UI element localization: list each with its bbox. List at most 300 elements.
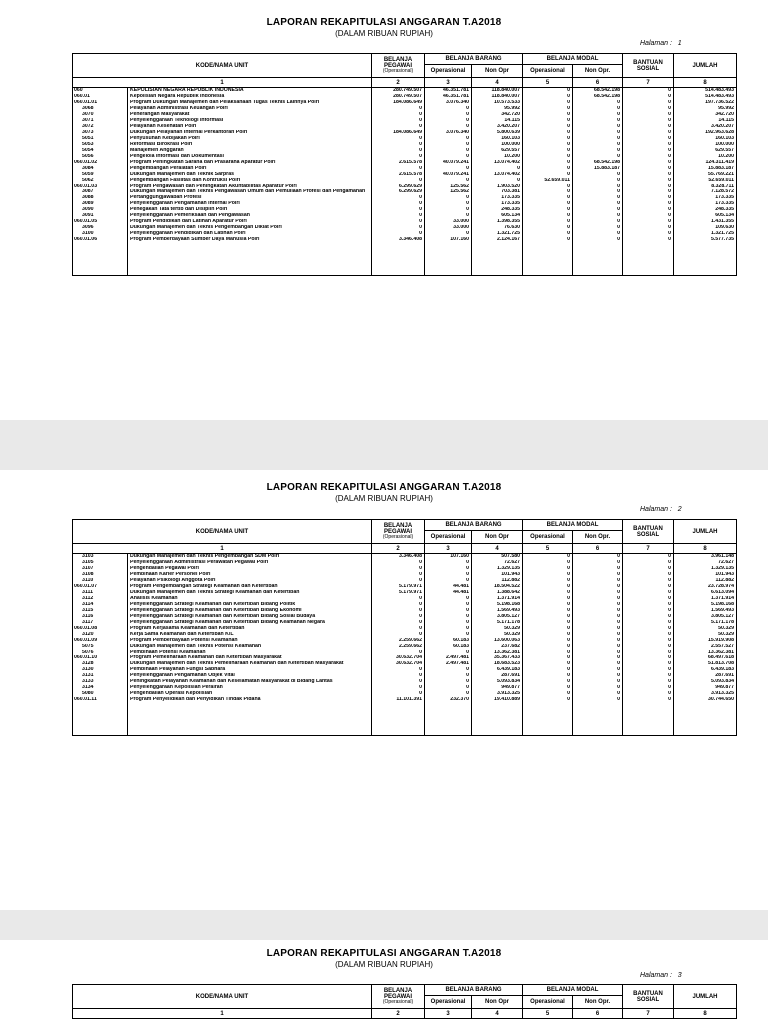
cell-code: 3133 [73, 679, 128, 685]
cell-bb-non: 0 [472, 178, 523, 184]
cell-bs: 0 [623, 608, 674, 614]
cell-bm-op: 0 [523, 572, 573, 578]
cell-bb-non: 1.903.520 [472, 184, 523, 190]
cell-bm-non: 0 [573, 130, 623, 136]
cell-bs: 0 [623, 112, 674, 118]
cell-code: 3115 [73, 608, 128, 614]
cell-bm-op: 0 [523, 142, 573, 148]
cell-bb-non: 18.683.523 [472, 661, 523, 667]
header-jumlah: JUMLAH [674, 54, 737, 78]
table-header [73, 520, 737, 554]
cell-bb-op: 0 [425, 614, 472, 620]
cell-bb-non: 6.439.183 [472, 667, 523, 673]
cell-bp: 0 [372, 178, 425, 184]
table-body [73, 554, 737, 736]
cell-bm-non: 68.542.198 [573, 94, 623, 100]
cell-bb-op: 0 [425, 154, 472, 160]
cell-bb-non: 13.600.063 [472, 638, 523, 644]
cell-bm-non: 0 [573, 644, 623, 650]
cell-bm-non: 0 [573, 638, 623, 644]
cell-bp: 0 [372, 213, 425, 219]
halaman-value: 1 [677, 40, 682, 47]
cell-name: Program Pemberdayaan Sumber Daya Manusia Polri [128, 237, 372, 243]
cell-bp: 3.346.408 [372, 554, 425, 560]
cell-bb-non: 50.329 [472, 626, 523, 632]
cell-bb-non: 5.198.168 [472, 602, 523, 608]
cell-bm-non: 0 [573, 560, 623, 566]
header-bm-operasional: Operasional [523, 65, 573, 78]
page-number [640, 972, 736, 979]
cell-bm-non: 0 [573, 685, 623, 691]
cell-bb-non: 629.557 [472, 148, 523, 154]
cell-bm-non: 0 [573, 136, 623, 142]
cell-code: 3088 [73, 195, 128, 201]
cell-name: Penyelenggaraan Teknologi Informasi [128, 118, 372, 124]
cell-name: Dukungan Pelayanan Internal Perkantoran Polri [128, 130, 372, 136]
cell-bs: 0 [623, 620, 674, 626]
cell-bm-non: 0 [573, 154, 623, 160]
cell-bs: 0 [623, 638, 674, 644]
cell-bp: 30.632.704 [372, 655, 425, 661]
col-num-3: 3 [425, 544, 472, 554]
col-num-2: 2 [372, 1009, 425, 1019]
cell-bm-op: 0 [523, 578, 573, 584]
cell-bb-op: 40.079.241 [425, 160, 472, 166]
header-belanja-pegawai: BELANJA PEGAWAI (Operasional) [372, 520, 425, 544]
cell-bb-non: 19.410.889 [472, 697, 523, 703]
cell-name: Pelayanan Kesehatan Polri [128, 124, 372, 130]
cell-name: Dukungan Manajemen dan Teknis Potensi Keamanan [128, 644, 372, 650]
cell-bm-non: 0 [573, 614, 623, 620]
col-num-5: 5 [523, 544, 573, 554]
cell-code: 3100 [73, 231, 128, 237]
cell-code: 3120 [73, 632, 128, 638]
cell-bp: 0 [372, 691, 425, 697]
cell-bb-op: 0 [425, 673, 472, 679]
cell-bm-non: 0 [573, 189, 623, 195]
cell-jml: 173.335 [674, 201, 737, 207]
empty-cell [472, 703, 523, 736]
cell-bp: 0 [372, 614, 425, 620]
cell-bb-op: 44.481 [425, 590, 472, 596]
cell-bb-non: 1.329.135 [472, 566, 523, 572]
cell-bb-op: 0 [425, 620, 472, 626]
cell-bm-non: 0 [573, 219, 623, 225]
cell-bm-op: 0 [523, 201, 573, 207]
cell-bs: 0 [623, 124, 674, 130]
cell-bm-non: 0 [573, 667, 623, 673]
cell-bp: 0 [372, 106, 425, 112]
cell-code: 3114 [73, 602, 128, 608]
header-kode-nama: KODE/NAMA UNIT [73, 520, 372, 544]
cell-jml: 160.103 [674, 136, 737, 142]
empty-cell [73, 243, 128, 276]
cell-name: Penyelenggaraan Pengamanan Objek Vital [128, 673, 372, 679]
cell-code: 3091 [73, 213, 128, 219]
cell-name: Penyelenggaraan Strategi Keamanan dan Ketertiban Bidang Ekonomi [128, 608, 372, 614]
cell-bm-non: 0 [573, 691, 623, 697]
cell-bb-op: 0 [425, 685, 472, 691]
cell-code: 060.01.01 [73, 100, 128, 106]
cell-code: 060 [73, 88, 128, 94]
header-bb-operasional: Operasional [425, 996, 472, 1009]
cell-bb-op: 0 [425, 632, 472, 638]
empty-cell [128, 243, 372, 276]
cell-bb-op: 0 [425, 578, 472, 584]
cell-code: 3070 [73, 112, 128, 118]
cell-bb-op: 107.160 [425, 554, 472, 560]
cell-bb-non: 949.877 [472, 685, 523, 691]
col-num-1: 1 [73, 1009, 372, 1019]
cell-bm-non: 0 [573, 112, 623, 118]
header-bm-non-opr: Non Opr. [573, 65, 623, 78]
cell-bm-op: 0 [523, 124, 573, 130]
cell-name: Program Pendidikan dan Latihan Aparatur Polri [128, 219, 372, 225]
cell-bs: 0 [623, 697, 674, 703]
halaman-label: Halaman : [640, 506, 672, 513]
cell-code: 3112 [73, 596, 128, 602]
cell-jml: 514.483.493 [674, 94, 737, 100]
cell-bb-non: 35.367.433 [472, 655, 523, 661]
header-bb-operasional: Operasional [425, 65, 472, 78]
cell-code: 3068 [73, 106, 128, 112]
cell-name: Penyelenggaraan Administrasi Perawatan Pegawai Polri [128, 560, 372, 566]
header-belanja-modal: BELANJA MODAL [523, 985, 623, 996]
cell-code: 060.01 [73, 94, 128, 100]
cell-jml: 342.720 [674, 112, 737, 118]
cell-bs: 0 [623, 213, 674, 219]
cell-bm-op: 0 [523, 620, 573, 626]
cell-jml: 72.627 [674, 560, 737, 566]
cell-name: Program Dukungan Manajemen dan Pelaksanaan Tugas Teknis Lainnya Polri [128, 100, 372, 106]
cell-bp: 0 [372, 560, 425, 566]
empty-cell [623, 243, 674, 276]
cell-bb-non: 5.093.834 [472, 679, 523, 685]
cell-bs: 0 [623, 219, 674, 225]
cell-bs: 0 [623, 172, 674, 178]
cell-bs: 0 [623, 118, 674, 124]
cell-name: Dukungan Manajemen dan Teknis Pengembangan Diklat Polri [128, 225, 372, 231]
cell-bm-non: 0 [573, 148, 623, 154]
header-bb-operasional: Operasional [425, 531, 472, 544]
empty-cell [623, 703, 674, 736]
cell-bm-non: 0 [573, 106, 623, 112]
cell-jml: 3.420.207 [674, 124, 737, 130]
cell-jml: 1.569.493 [674, 608, 737, 614]
cell-bm-op: 0 [523, 88, 573, 94]
cell-bm-non: 0 [573, 207, 623, 213]
cell-bs: 0 [623, 667, 674, 673]
cell-name: Dukungan Manajemen dan Teknis Pengawasan Umum dan Pemuliaan Profesi dan Pengamanan [128, 189, 372, 195]
cell-bs: 0 [623, 572, 674, 578]
cell-bb-non: 101.943 [472, 572, 523, 578]
cell-name: Reformasi Birokrasi Polri [128, 142, 372, 148]
cell-bp: 5.179.971 [372, 590, 425, 596]
cell-code: 3110 [73, 578, 128, 584]
cell-bb-non: 342.720 [472, 112, 523, 118]
cell-bb-non: 248.335 [472, 207, 523, 213]
cell-bm-non: 0 [573, 596, 623, 602]
cell-bm-op: 0 [523, 172, 573, 178]
cell-bp: 0 [372, 596, 425, 602]
cell-name: Penyelenggaraan Kepolisian Perairan [128, 685, 372, 691]
cell-bs: 0 [623, 231, 674, 237]
cell-bp: 0 [372, 136, 425, 142]
cell-jml: 124.311.419 [674, 160, 737, 166]
cell-bb-op: 0 [425, 106, 472, 112]
cell-bs: 0 [623, 88, 674, 94]
cell-bp: 11.101.391 [372, 697, 425, 703]
cell-bb-non: 1.371.914 [472, 596, 523, 602]
cell-code: 060.01.11 [73, 697, 128, 703]
cell-bp: 2.259.662 [372, 638, 425, 644]
empty-cell [523, 703, 573, 736]
empty-cell [425, 703, 472, 736]
col-num-4: 4 [472, 1009, 523, 1019]
cell-bm-op: 0 [523, 614, 573, 620]
halaman-label: Halaman : [640, 972, 672, 979]
cell-bb-non: 10.200 [472, 154, 523, 160]
cell-name: Pembinaan Potensi Keamanan [128, 650, 372, 656]
cell-jml: 55.769.221 [674, 172, 737, 178]
cell-bm-op: 0 [523, 632, 573, 638]
cell-name: Kerja Sama Keamanan dan Ketertiban K/L [128, 632, 372, 638]
cell-bp: 0 [372, 667, 425, 673]
col-num-4: 4 [472, 544, 523, 554]
col-num-5: 5 [523, 78, 573, 88]
cell-jml: 248.335 [674, 207, 737, 213]
cell-bb-op: 0 [425, 650, 472, 656]
cell-jml: 112.882 [674, 578, 737, 584]
col-num-4: 4 [472, 78, 523, 88]
cell-bm-op: 0 [523, 655, 573, 661]
cell-bp: 0 [372, 124, 425, 130]
cell-bp: 30.632.704 [372, 661, 425, 667]
cell-code: 3107 [73, 566, 128, 572]
col-num-3: 3 [425, 78, 472, 88]
cell-bm-non: 0 [573, 632, 623, 638]
cell-bp: 0 [372, 578, 425, 584]
cell-bb-non: 3.913.325 [472, 691, 523, 697]
cell-bb-non: 237.682 [472, 644, 523, 650]
cell-bm-op: 0 [523, 219, 573, 225]
cell-jml: 5.171.178 [674, 620, 737, 626]
empty-cell [573, 703, 623, 736]
header-bm-non-opr: Non Opr. [573, 531, 623, 544]
cell-bm-non: 0 [573, 608, 623, 614]
header-bm-non-opr: Non Opr. [573, 996, 623, 1009]
cell-code: 3087 [73, 189, 128, 195]
cell-code: 3116 [73, 614, 128, 620]
col-num-6: 6 [573, 544, 623, 554]
cell-jml: 8.328.711 [674, 184, 737, 190]
cell-bb-non: 118.840.007 [472, 88, 523, 94]
page-number [640, 506, 736, 513]
cell-jml: 23.728.974 [674, 584, 737, 590]
empty-cell [372, 243, 425, 276]
cell-jml: 100.000 [674, 142, 737, 148]
report-subtitle: (DALAM RIBUAN RUPIAH) [335, 960, 433, 969]
cell-name: Pengelola Informasi dan Dokumentasi [128, 154, 372, 160]
cell-bb-non: 13.362.381 [472, 650, 523, 656]
cell-code: 5076 [73, 650, 128, 656]
cell-bm-op: 0 [523, 237, 573, 243]
cell-bp: 2.259.662 [372, 644, 425, 650]
cell-name: Pembinaan Karier Personel Polri [128, 572, 372, 578]
cell-bb-non: 13.074.402 [472, 160, 523, 166]
cell-bm-op: 0 [523, 691, 573, 697]
cell-bp: 0 [372, 650, 425, 656]
cell-bs: 0 [623, 100, 674, 106]
cell-code: 3117 [73, 620, 128, 626]
cell-bm-non: 0 [573, 650, 623, 656]
cell-jml: 1.321.725 [674, 231, 737, 237]
cell-bm-non: 0 [573, 673, 623, 679]
cell-bm-op: 0 [523, 554, 573, 560]
cell-bp: 184.086.649 [372, 100, 425, 106]
cell-jml: 192.963.628 [674, 130, 737, 136]
cell-name: Analisis Keamanan [128, 596, 372, 602]
cell-bm-op: 0 [523, 94, 573, 100]
cell-bp: 0 [372, 685, 425, 691]
cell-name: Program Pengembangan Strategi Keamanan dan Ketertiban [128, 584, 372, 590]
cell-bs: 0 [623, 691, 674, 697]
cell-name: Penegakan Tata tertib dan Disiplin Polri [128, 207, 372, 213]
cell-name: Penyelenggaraan Strategi Keamanan dan Ketertiban Bidang Politik [128, 602, 372, 608]
cell-code: 3096 [73, 225, 128, 231]
cell-bb-op: 0 [425, 691, 472, 697]
cell-bb-op: 0 [425, 679, 472, 685]
cell-bs: 0 [623, 195, 674, 201]
cell-bm-op: 0 [523, 136, 573, 142]
budget-table [72, 984, 737, 1019]
cell-name: Pengendalian Operasi Kepolisian [128, 691, 372, 697]
cell-jml: 1.329.135 [674, 566, 737, 572]
cell-bm-op: 0 [523, 679, 573, 685]
cell-jml: 3.805.127 [674, 614, 737, 620]
page-number [640, 40, 736, 47]
cell-jml: 50.329 [674, 632, 737, 638]
cell-bb-op: 0 [425, 626, 472, 632]
cell-jml: 514.483.493 [674, 88, 737, 94]
cell-jml: 197.736.522 [674, 100, 737, 106]
cell-bs: 0 [623, 237, 674, 243]
cell-bm-op: 0 [523, 566, 573, 572]
cell-bb-non: 13.074.402 [472, 172, 523, 178]
cell-code: 3103 [73, 554, 128, 560]
cell-code: 5080 [73, 691, 128, 697]
header-jumlah: JUMLAH [674, 985, 737, 1009]
col-num-7: 7 [623, 544, 674, 554]
cell-bb-non: 18.504.522 [472, 584, 523, 590]
cell-code: 5051 [73, 136, 128, 142]
cell-code: 3131 [73, 673, 128, 679]
cell-bp: 0 [372, 112, 425, 118]
cell-bb-non: 0 [472, 166, 523, 172]
cell-bs: 0 [623, 614, 674, 620]
cell-bb-op: 0 [425, 572, 472, 578]
header-jumlah: JUMLAH [674, 520, 737, 544]
cell-name: Peningkatan Pelayanan Keamanan dan Keselamatan Masyarakat di Bidang Lantas [128, 679, 372, 685]
cell-bm-non: 0 [573, 626, 623, 632]
cell-bp: 0 [372, 148, 425, 154]
cell-jml: 5.198.168 [674, 602, 737, 608]
cell-bb-op: 107.160 [425, 237, 472, 243]
cell-bb-op: 33.000 [425, 219, 472, 225]
cell-bs: 0 [623, 602, 674, 608]
cell-bb-non: 118.840.007 [472, 94, 523, 100]
report-subtitle: (DALAM RIBUAN RUPIAH) [335, 494, 433, 503]
cell-bm-non: 0 [573, 237, 623, 243]
cell-name: Program Pemberdayaan Potensi Keamanan [128, 638, 372, 644]
cell-bb-non: 3.805.127 [472, 614, 523, 620]
cell-name: Pembinaan Pelayanan Fungsi Sabhara [128, 667, 372, 673]
cell-bs: 0 [623, 644, 674, 650]
report-page-3 [0, 940, 768, 1024]
cell-bm-non: 0 [573, 590, 623, 596]
cell-bm-non: 0 [573, 100, 623, 106]
cell-bm-non: 0 [573, 225, 623, 231]
cell-name: Kepolisian Negara Republik Indonesia [128, 94, 372, 100]
cell-bb-op: 0 [425, 608, 472, 614]
col-num-8: 8 [674, 1009, 737, 1019]
cell-bp: 0 [372, 166, 425, 172]
cell-bm-non: 0 [573, 124, 623, 130]
cell-bb-non: 2.124.167 [472, 237, 523, 243]
cell-jml: 5.577.735 [674, 237, 737, 243]
cell-jml: 173.335 [674, 195, 737, 201]
cell-jml: 1.371.914 [674, 596, 737, 602]
cell-name: Manajemen Anggaran [128, 148, 372, 154]
cell-bs: 0 [623, 166, 674, 172]
cell-bm-op: 0 [523, 560, 573, 566]
cell-bb-op: 0 [425, 201, 472, 207]
cell-name: Pelayanan Psikologi Anggota Polri [128, 578, 372, 584]
cell-jml: 605.134 [674, 213, 737, 219]
cell-bb-non: 100.000 [472, 142, 523, 148]
cell-bb-non: 287.691 [472, 673, 523, 679]
cell-bp: 6.299.629 [372, 184, 425, 190]
cell-name: Penyelenggaraan Strategi Keamanan dan Ketertiban Bidang Sosial Budaya [128, 614, 372, 620]
cell-bm-op: 0 [523, 650, 573, 656]
cell-bb-op: 46.351.781 [425, 88, 472, 94]
cell-bb-non: 1.569.493 [472, 608, 523, 614]
header-belanja-barang: BELANJA BARANG [425, 985, 523, 996]
cell-jml: 6.439.183 [674, 667, 737, 673]
budget-table [72, 53, 737, 276]
cell-bb-non: 14.115 [472, 118, 523, 124]
cell-code: 3134 [73, 685, 128, 691]
cell-bs: 0 [623, 94, 674, 100]
report-title: LAPORAN REKAPITULASI ANGGARAN T.A2018 [266, 482, 502, 493]
cell-bb-op: 0 [425, 560, 472, 566]
cell-bb-non: 507.580 [472, 554, 523, 560]
cell-bm-non: 0 [573, 201, 623, 207]
empty-cell [73, 703, 128, 736]
cell-bm-op: 0 [523, 130, 573, 136]
cell-bm-op: 0 [523, 584, 573, 590]
col-num-7: 7 [623, 1009, 674, 1019]
cell-bp: 0 [372, 195, 425, 201]
table-spacer-row [73, 243, 737, 276]
cell-bm-op: 0 [523, 697, 573, 703]
cell-bm-non: 68.542.198 [573, 88, 623, 94]
cell-bs: 0 [623, 584, 674, 590]
cell-name: Pengendalian Pegawai Polri [128, 566, 372, 572]
cell-bb-op: 3.076.340 [425, 130, 472, 136]
cell-name: Program Pengawasan dan Peningkatan Akuntabilitas Aparatur Polri [128, 184, 372, 190]
cell-name: Program Pemeliharaan Keamanan dan Ketertiban Masyarakat [128, 655, 372, 661]
